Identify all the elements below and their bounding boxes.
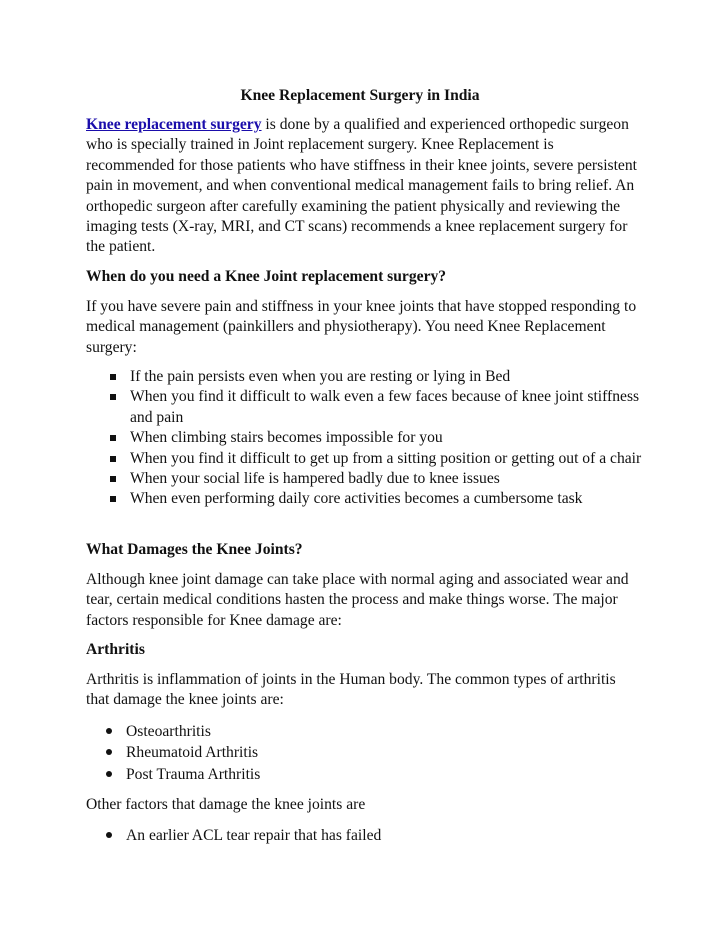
list-item: Rheumatoid Arthritis <box>86 742 642 763</box>
list-item: Osteoarthritis <box>86 721 642 742</box>
arthritis-bullet-list <box>86 721 642 785</box>
intro-text: is done by a qualified and experienced orthopedic surgeon who is specially trained in Joint replacement surgery. Knee Replacement is recommended for those patients who have stiffness in their knee joints, severe persistent pain in movement, and when conventional medical management fails to bring relief. An orthopedic surgeon after carefully examining the patient physically and reviewing the imaging tests (X-ray, MRI, and CT scans) recommends a knee replacement surgery for the patient. <box>86 116 637 256</box>
list-item: When you find it difficult to get up from a sitting position or getting out of a chair <box>86 449 642 469</box>
square-bullet-icon <box>110 496 116 502</box>
need-bullet-list <box>86 367 642 510</box>
section-damage-heading: What Damages the Knee Joints? <box>86 541 303 558</box>
square-bullet-icon <box>110 456 116 462</box>
square-bullet-icon <box>110 374 116 380</box>
knee-replacement-surgery-link[interactable]: Knee replacement surgery <box>86 116 262 133</box>
round-bullet-icon <box>106 832 112 838</box>
other-bullet-list <box>86 825 642 846</box>
list-item: When your social life is hampered badly due to knee issues <box>86 469 642 489</box>
list-item: Post Trauma Arthritis <box>86 764 642 785</box>
section-arthritis-heading: Arthritis <box>86 641 145 658</box>
intro-paragraph <box>86 115 642 258</box>
square-bullet-icon <box>110 394 116 400</box>
round-bullet-icon <box>106 749 112 755</box>
round-bullet-icon <box>106 771 112 777</box>
section-need-heading: When do you need a Knee Joint replacement surgery? <box>86 268 447 285</box>
round-bullet-icon <box>106 728 112 734</box>
document-title: Knee Replacement Surgery in India <box>240 87 480 104</box>
section-need-text: If you have severe pain and stiffness in your knee joints that have stopped responding to medical management (painkillers and physiotherapy). You need Knee Replacement surgery: <box>86 298 637 356</box>
section-damage-text: Although knee joint damage can take place with normal aging and associated wear and tear, certain medical conditions hasten the process and make things worse. The major factors responsible for Knee damage are: <box>86 571 629 629</box>
section-other-text: Other factors that damage the knee joints are <box>86 796 366 813</box>
square-bullet-icon <box>110 435 116 441</box>
square-bullet-icon <box>110 476 116 482</box>
list-item: If the pain persists even when you are resting or lying in Bed <box>86 367 642 387</box>
list-item: When you find it difficult to walk even a few faces because of knee joint stiffness and pain <box>86 387 642 428</box>
list-item: When even performing daily core activities becomes a cumbersome task <box>86 489 642 509</box>
list-item: An earlier ACL tear repair that has failed <box>86 825 642 846</box>
section-arthritis-text: Arthritis is inflammation of joints in the Human body. The common types of arthritis that damage the knee joints are: <box>86 671 616 709</box>
list-item: When climbing stairs becomes impossible for you <box>86 428 642 448</box>
